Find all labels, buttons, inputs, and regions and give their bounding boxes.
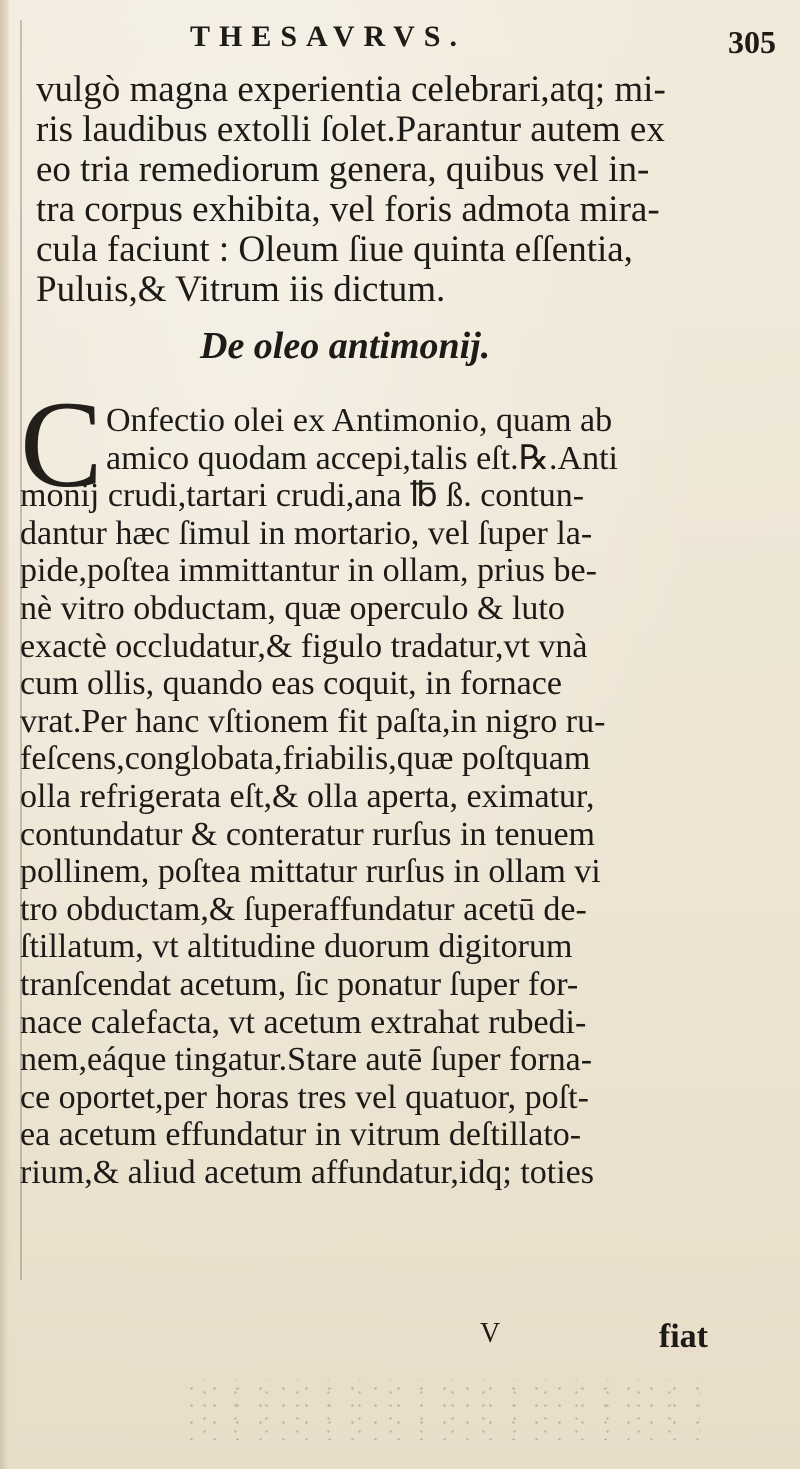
catchword: fiat (658, 1318, 708, 1355)
text-line: Puluis,& Vitrum iis dictum. (36, 269, 446, 310)
paragraph-line: tro obductam,& ſuperaffundatur acetū de- (20, 890, 587, 928)
text-line: ris laudibus extolli ſolet.Parantur autem ex (36, 109, 665, 150)
drop-cap: C (20, 376, 103, 513)
paragraph-line: exactè occludatur,& figulo tradatur,vt vnà (20, 627, 588, 665)
show-through-speckle (180, 1380, 700, 1440)
paragraph-line: contundatur & conteratur rurſus in tenuem (20, 815, 595, 853)
paragraph-line: pollinem, poſtea mittatur rurſus in ollam vi (20, 853, 601, 891)
paragraph-line: ce oportet,per horas tres vel quatuor, poſt- (20, 1078, 589, 1116)
signature-mark: V (480, 1318, 501, 1349)
page-header (0, 8, 800, 64)
text-line: cula faciunt : Oleum ſiue quinta eſſentia, (36, 229, 633, 270)
paragraph-line: pide,poſtea immittantur in ollam, prius be- (20, 552, 597, 590)
paragraph-line: nè vitro obductam, quæ operculo & luto (20, 589, 565, 627)
running-title: THESAVRVS. (190, 20, 466, 53)
paragraph-line: dantur hæc ſimul in mortario, vel ſuper la- (20, 514, 593, 552)
paragraph-line: tranſcendat acetum, ſic ponatur ſuper for- (20, 965, 579, 1003)
paragraph-line: nem,eáque tingatur.Stare autē ſuper forna- (20, 1041, 593, 1079)
paragraph-line: vrat.Per hanc vſtionem fit paſta,in nigro ru- (20, 702, 606, 740)
paragraph-line: monij crudi,tartari crudi,ana ℔ ß. contun- (20, 477, 585, 515)
paragraph-line: ea acetum effundatur in vitrum deſtillato- (20, 1116, 582, 1154)
opening-text-block (36, 70, 766, 310)
paragraph-line: amico quodam accepi,talis eſt.℞.Anti (106, 439, 618, 477)
paragraph-line: ſtillatum, vt altitudine duorum digitorum (20, 928, 573, 966)
paragraph-line: olla refrigerata eſt,& olla aperta, eximatur, (20, 777, 595, 815)
paragraph-line: feſcens,conglobata,friabilis,quæ poſtquam (20, 740, 591, 778)
section-heading: De oleo antimonij. (200, 325, 491, 367)
paragraph-line: cum ollis, quando eas coquit, in fornace (20, 665, 562, 703)
paragraph-line: rium,& aliud acetum affundatur,idq; toties (20, 1153, 594, 1191)
page-gutter-shadow (0, 0, 10, 1469)
text-line: vulgò magna experientia celebrari,atq; mi- (36, 69, 666, 110)
paragraph-line: Onfectio olei ex Antimonio, quam ab (106, 402, 613, 439)
page-number: 305 (728, 24, 776, 60)
text-line: eo tria remediorum genera, quibus vel in- (36, 149, 650, 190)
paragraph-line: nace calefacta, vt acetum extrahat rubedi- (20, 1003, 587, 1041)
text-line: tra corpus exhibita, vel foris admota mira- (36, 189, 660, 230)
recipe-paragraph (20, 376, 780, 1191)
